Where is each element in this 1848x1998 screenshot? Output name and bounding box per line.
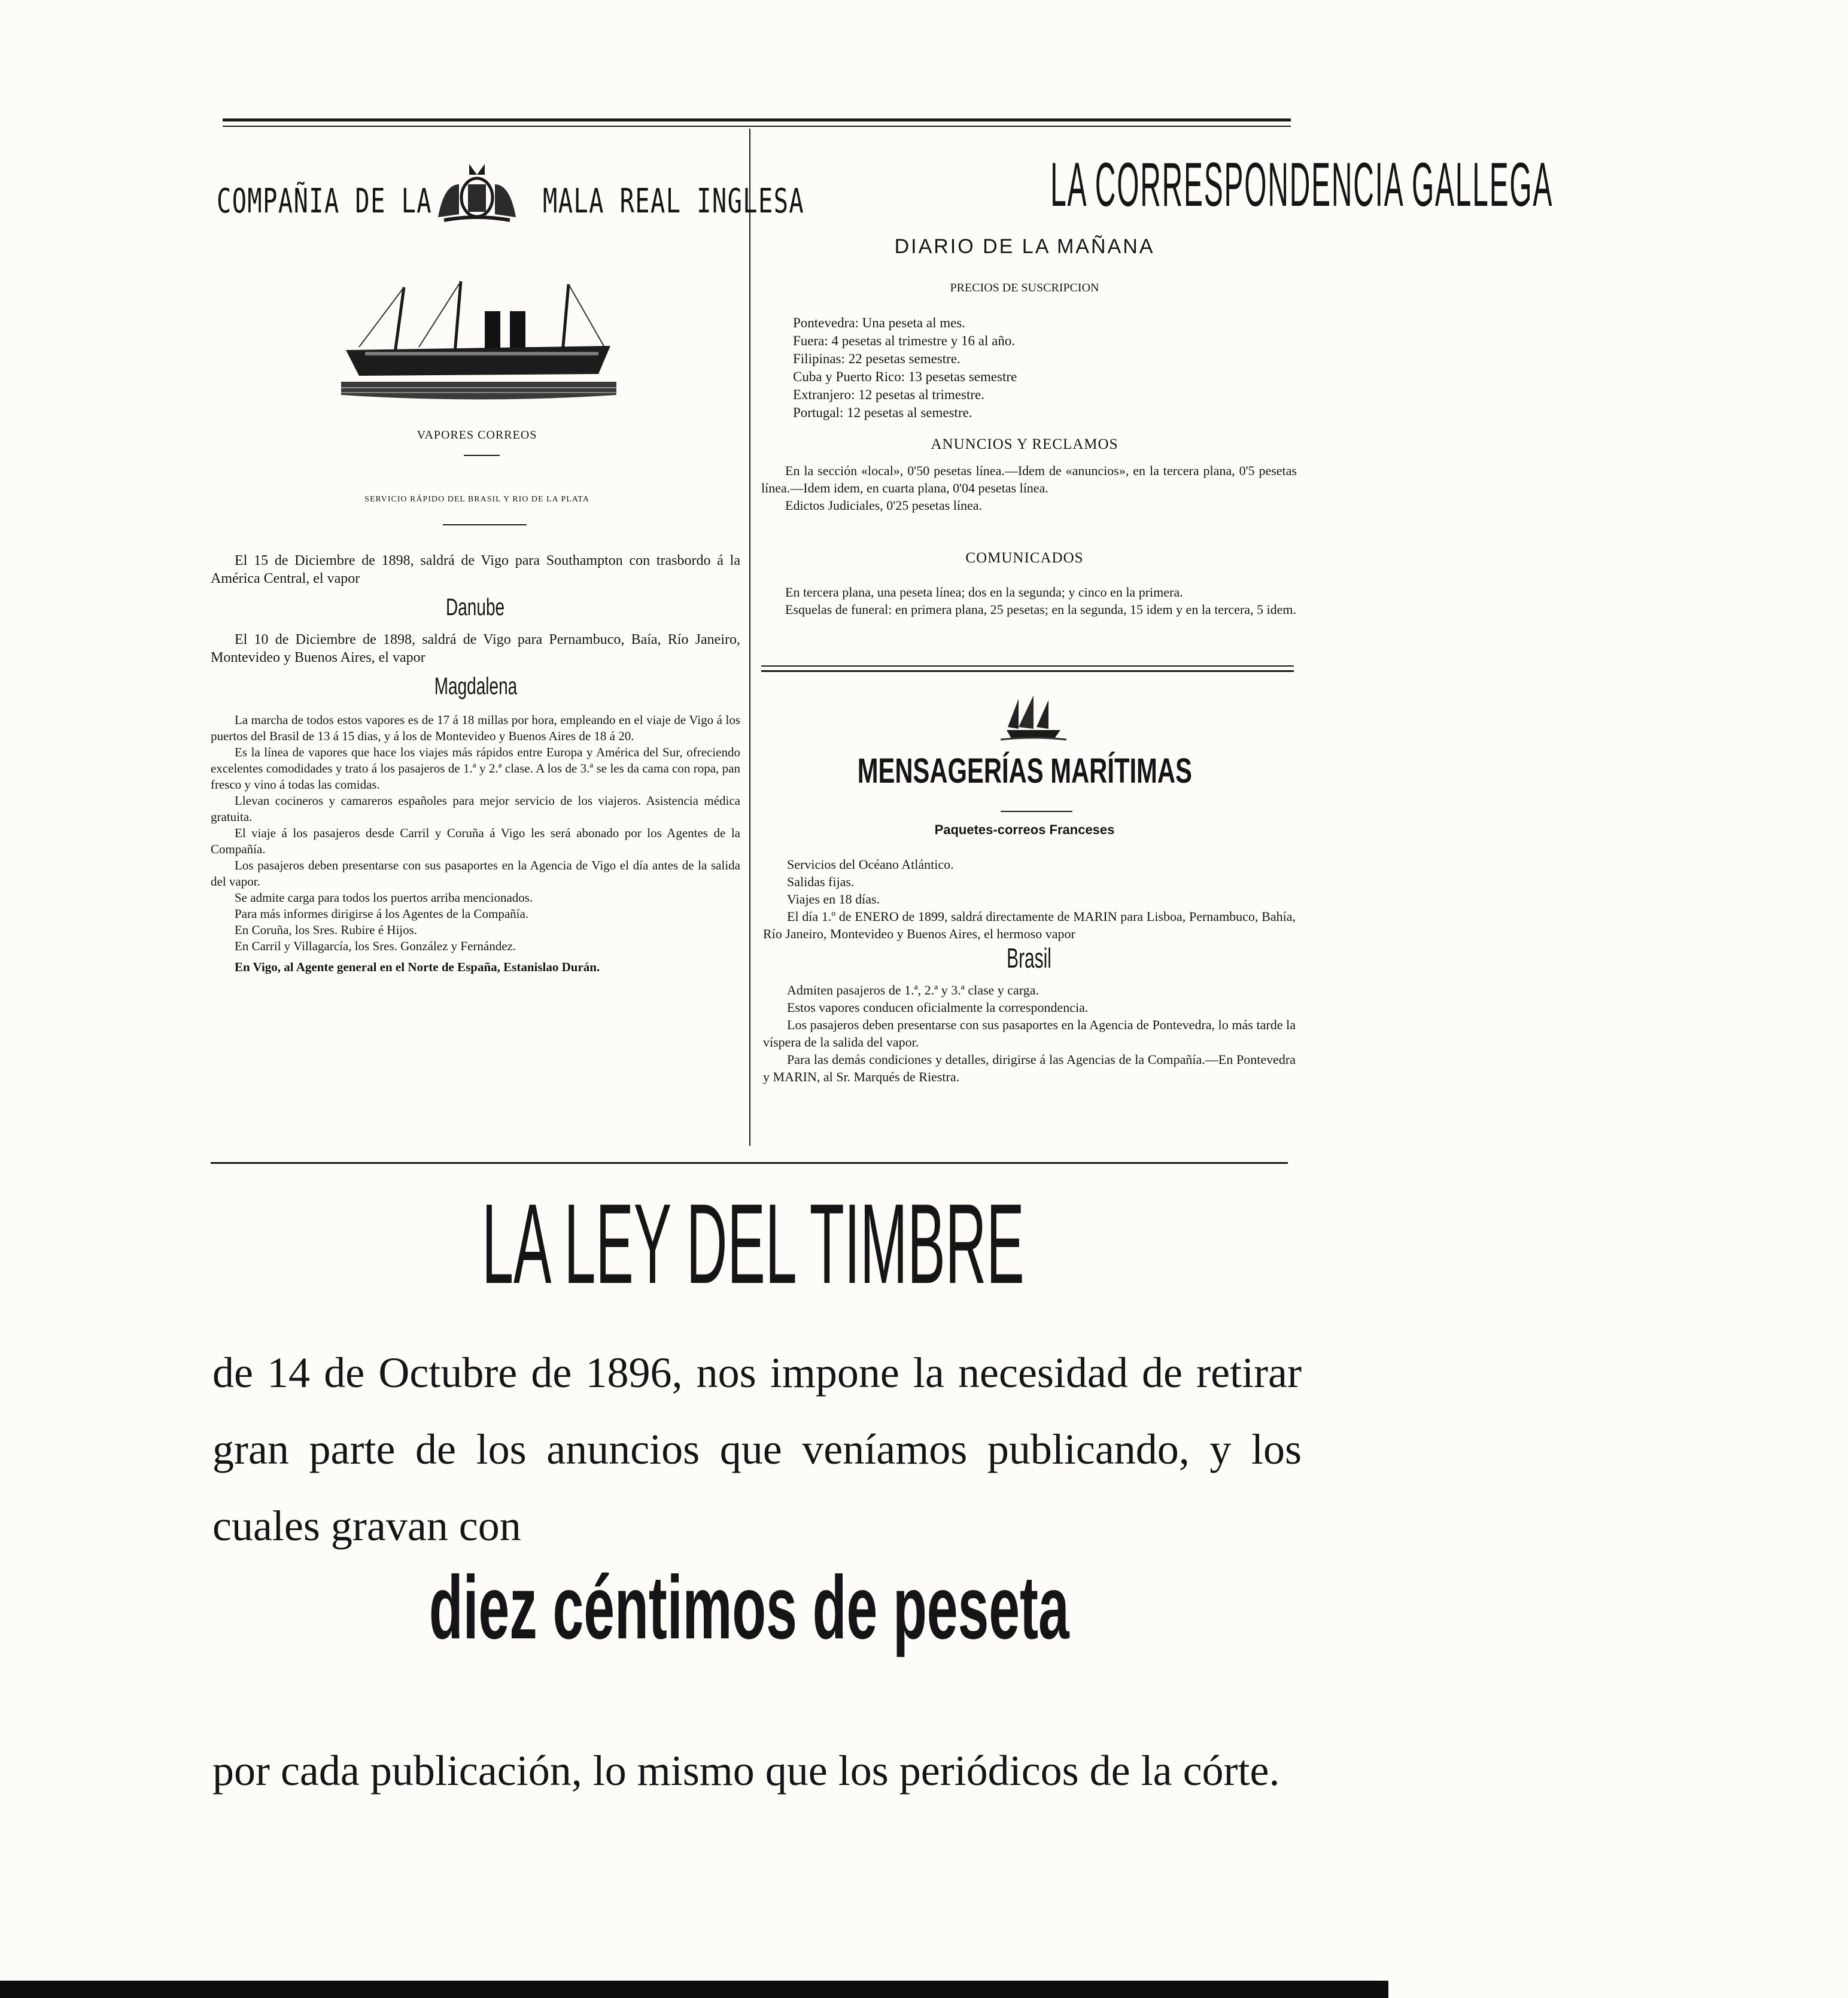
edicts-text: Edictos Judiciales, 0'25 pesetas línea. bbox=[785, 498, 982, 513]
left-ad-body bbox=[211, 552, 740, 975]
notice-amount-text: diez céntimos de peseta bbox=[429, 1557, 1069, 1658]
newspaper-subtitle-text: DIARIO DE LA MAÑANA bbox=[894, 235, 1155, 258]
ads-block bbox=[761, 462, 1297, 514]
scan-bottom-edge bbox=[0, 1981, 1388, 1998]
ship-caption bbox=[223, 426, 731, 444]
msg-line-5: Admiten pasajeros de 1.ª, 2.ª y 3.ª clase y carga. bbox=[787, 983, 1040, 998]
price-extranjero: Extranjero: 12 pesetas al trimestre. bbox=[793, 387, 984, 402]
notice-amount bbox=[211, 1556, 1288, 1659]
msg-line-3: Viajes en 18 días. bbox=[787, 892, 880, 907]
msg-line-1: Servicios del Océano Atlántico. bbox=[787, 857, 954, 872]
newspaper-subtitle bbox=[755, 235, 1294, 259]
service-underline bbox=[443, 524, 527, 525]
notice-p1-text: de 14 de Octubre de 1896, nos impone la necesidad de retirar gran parte de los anuncios que veníamos publicando, y los cuales gravan con bbox=[212, 1349, 1302, 1550]
service-line: SERVICIO RÁPIDO DEL BRASIL Y RIO DE LA PLATA bbox=[364, 495, 589, 504]
newspaper-title-text: LA CORRESPONDENCIA GALLEGA bbox=[1050, 150, 1554, 220]
ship-2-name bbox=[211, 673, 740, 700]
mensagerias-subtitle: Paquetes-correos Franceses bbox=[934, 822, 1115, 837]
mensagerias-title-text: MENSAGERÍAS MARÍTIMAS bbox=[857, 752, 1192, 790]
notice-paragraph-1 bbox=[212, 1334, 1302, 1564]
comm-1: En tercera plana, una peseta línea; dos en la segunda; y cinco en la primera. bbox=[785, 585, 1183, 600]
comm-block bbox=[761, 583, 1297, 618]
company-head-left: COMPAÑIA DE LA bbox=[217, 182, 433, 221]
detail-info: Para más informes dirigirse á los Agentes de la Compañía. bbox=[235, 907, 529, 921]
msg-ship bbox=[763, 942, 1296, 974]
detail-cargo: Se admite carga para todos los puertos arriba mencionados. bbox=[235, 890, 533, 905]
left-ad-details bbox=[211, 712, 740, 975]
price-portugal: Portugal: 12 pesetas al semestre. bbox=[793, 405, 972, 420]
msg-line-6: Estos vapores conducen oficialmente la correspondencia. bbox=[787, 1000, 1089, 1015]
column-divider bbox=[749, 129, 750, 1146]
detail-travel: El viaje á los pasajeros desde Carril y Coruña á Vigo les será abonado por los Agentes de la Compañía. bbox=[211, 826, 740, 856]
sailing-1: El 15 de Diciembre de 1898, saldrá de Vigo para Southampton con trasbordo á la América Central, el vapor bbox=[211, 553, 740, 586]
ads-text: En la sección «local», 0'50 pesetas línea.—Idem de «anuncios», en la tercera plana, 0'5 pesetas línea.—Idem idem, en cuarta plana, 0'04 pesetas línea. bbox=[761, 463, 1297, 495]
notice-p2-text: por cada publicación, lo mismo que los periódicos de la córte. bbox=[212, 1747, 1280, 1795]
notice-title-text: LA LEY DEL TIMBRE bbox=[482, 1181, 1025, 1307]
caption-dash bbox=[464, 455, 500, 456]
detail-vigo: En Vigo, al Agente general en el Norte de España, Estanislao Durán. bbox=[235, 960, 600, 974]
ship-1-name bbox=[211, 594, 740, 621]
msg-line-8: Para las demás condiciones y detalles, dirigirse á las Agencias de la Compañía.—En Pontevedra y MARIN, al Sr. Marqués de Riestra. bbox=[763, 1052, 1296, 1084]
price-pontevedra: Pontevedra: Una peseta al mes. bbox=[793, 315, 966, 330]
company-header bbox=[217, 160, 805, 226]
msg-line-7: Los pasajeros deben presentarse con sus pasaportes en la Agencia de Pontevedra, lo más tarde la víspera de la salida del vapor. bbox=[763, 1017, 1296, 1050]
newspaper-title bbox=[755, 150, 1554, 221]
price-cuba: Cuba y Puerto Rico: 13 pesetas semestre bbox=[793, 369, 1017, 384]
top-rule-thick bbox=[223, 118, 1291, 121]
mensagerias-body bbox=[763, 856, 1296, 1085]
right-section-rule-1 bbox=[761, 665, 1294, 667]
coat-of-arms-icon bbox=[432, 160, 522, 226]
msg-ship-text: Brasil bbox=[1007, 942, 1052, 974]
ads-head: ANUNCIOS Y RECLAMOS bbox=[931, 436, 1118, 452]
comm-head: COMUNICADOS bbox=[965, 550, 1084, 566]
mid-rule bbox=[211, 1162, 1288, 1164]
right-section-rule-2 bbox=[761, 670, 1294, 672]
sailing-ship-icon bbox=[1001, 694, 1066, 742]
price-filipinas: Filipinas: 22 pesetas semestre. bbox=[793, 351, 961, 366]
detail-passports: Los pasajeros deben presentarse con sus pasaportes en la Agencia de Vigo el día antes de la salida del vapor. bbox=[211, 858, 740, 889]
detail-coruna: En Coruña, los Sres. Rubire é Hijos. bbox=[235, 923, 418, 937]
steamship-illustration bbox=[341, 275, 616, 401]
ship-2-text: Magdalena bbox=[434, 673, 517, 700]
company-head-right: MALA REAL INGLESA bbox=[543, 182, 805, 221]
comm-2: Esquelas de funeral: en primera plana, 25 pesetas; en la segunda, 15 idem y en la tercera, 5 idem. bbox=[785, 602, 1297, 617]
notice-paragraph-2 bbox=[212, 1732, 1302, 1809]
detail-crew: Llevan cocineros y camareros españoles para mejor servicio de los viajeros. Asistencia médica gratuita. bbox=[211, 793, 740, 824]
sailing-2: El 10 de Diciembre de 1898, saldrá de Vigo para Pernambuco, Baía, Río Janeiro, Montevideo y Buenos Aires, el vapor bbox=[211, 632, 740, 665]
prices-head: PRECIOS DE SUSCRIPCION bbox=[950, 281, 1099, 294]
msg-line-2: Salidas fijas. bbox=[787, 874, 855, 889]
detail-speed: La marcha de todos estos vapores es de 17 á 18 millas por hora, empleando en el viaje de Vigo á los puertos del Brasil de 13 á 15 dias, y á los de Montevideo y Buenos Aires de 18 á 20. bbox=[211, 713, 740, 743]
detail-line: Es la línea de vapores que hace los viajes más rápidos entre Europa y América del Sur, ofreciendo excelentes comodidades y trato á los pasajeros de 1.ª y 2.ª clase. A los de 3.ª se les da cama con ropa, pan fresco y vino á todas las comidas. bbox=[211, 745, 740, 792]
price-fuera: Fuera: 4 pesetas al trimestre y 16 al año. bbox=[793, 333, 1016, 348]
notice-title bbox=[211, 1179, 1288, 1309]
detail-carril: En Carril y Villagarcía, los Sres. González y Fernández. bbox=[235, 939, 516, 953]
top-rule-thin bbox=[223, 126, 1291, 127]
ship-1-text: Danube bbox=[446, 594, 505, 621]
msg-line-4: El día 1.º de ENERO de 1899, saldrá directamente de MARIN para Lisboa, Pernambuco, Bahía, Río Janeiro, Montevideo y Buenos Aires, el hermoso vapor bbox=[763, 909, 1296, 941]
mensagerias-title bbox=[755, 751, 1294, 791]
prices-list bbox=[793, 314, 1284, 422]
ship-caption-text: VAPORES CORREOS bbox=[417, 428, 537, 442]
mensagerias-underline bbox=[1001, 811, 1072, 812]
